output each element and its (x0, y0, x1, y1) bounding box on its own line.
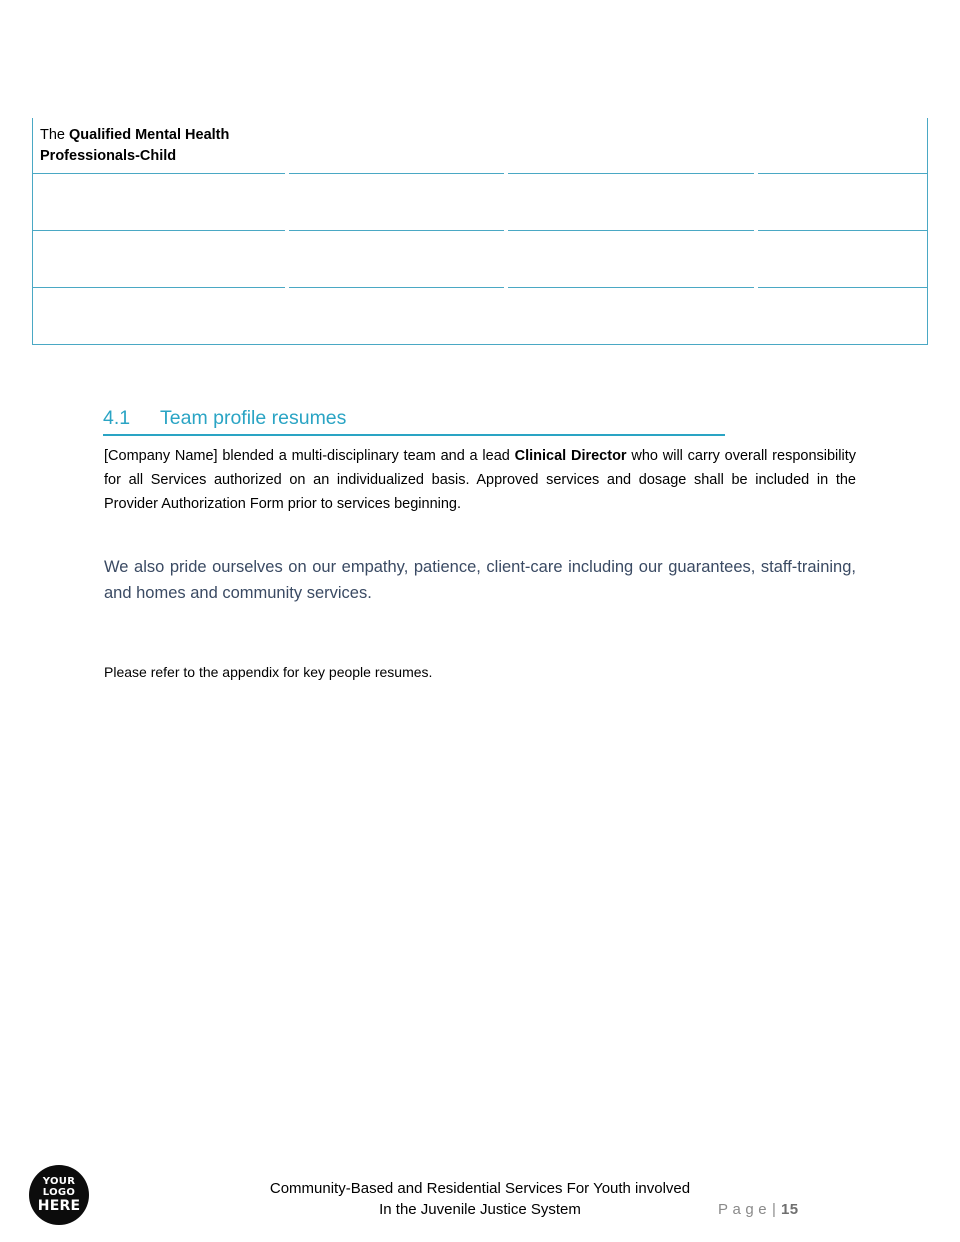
table-row (32, 174, 928, 231)
page-number: Page| 15 (718, 1201, 799, 1218)
appendix-note: Please refer to the appendix for key people resumes. (104, 664, 433, 680)
table-row (32, 231, 928, 288)
table-cell-role: The Qualified Mental Health Professionals-Child (40, 127, 230, 164)
footer-document-title: Community-Based and Residential Services For Youth involved In the Juvenile Justice System (269, 1180, 691, 1218)
company-logo: YOUR LOGO HERE (29, 1165, 89, 1225)
section-title: Team profile resumes (160, 407, 347, 429)
table-row (32, 116, 928, 174)
table-row (32, 288, 928, 345)
section-heading (103, 404, 725, 436)
section-number: 4.1 (103, 407, 131, 429)
pride-paragraph: We also pride ourselves on our empathy, patience, client-care including our guarantees, staff-training, and homes and community services. (104, 558, 856, 602)
intro-paragraph: [Company Name] blended a multi-disciplinary team and a lead Clinical Director who will carry overall responsibility for all Services authorized on an individualized basis. Approved services and dosage shall be included in the Provider Authorization Form prior to services beginning. (104, 448, 856, 512)
staff-table (32, 116, 928, 345)
